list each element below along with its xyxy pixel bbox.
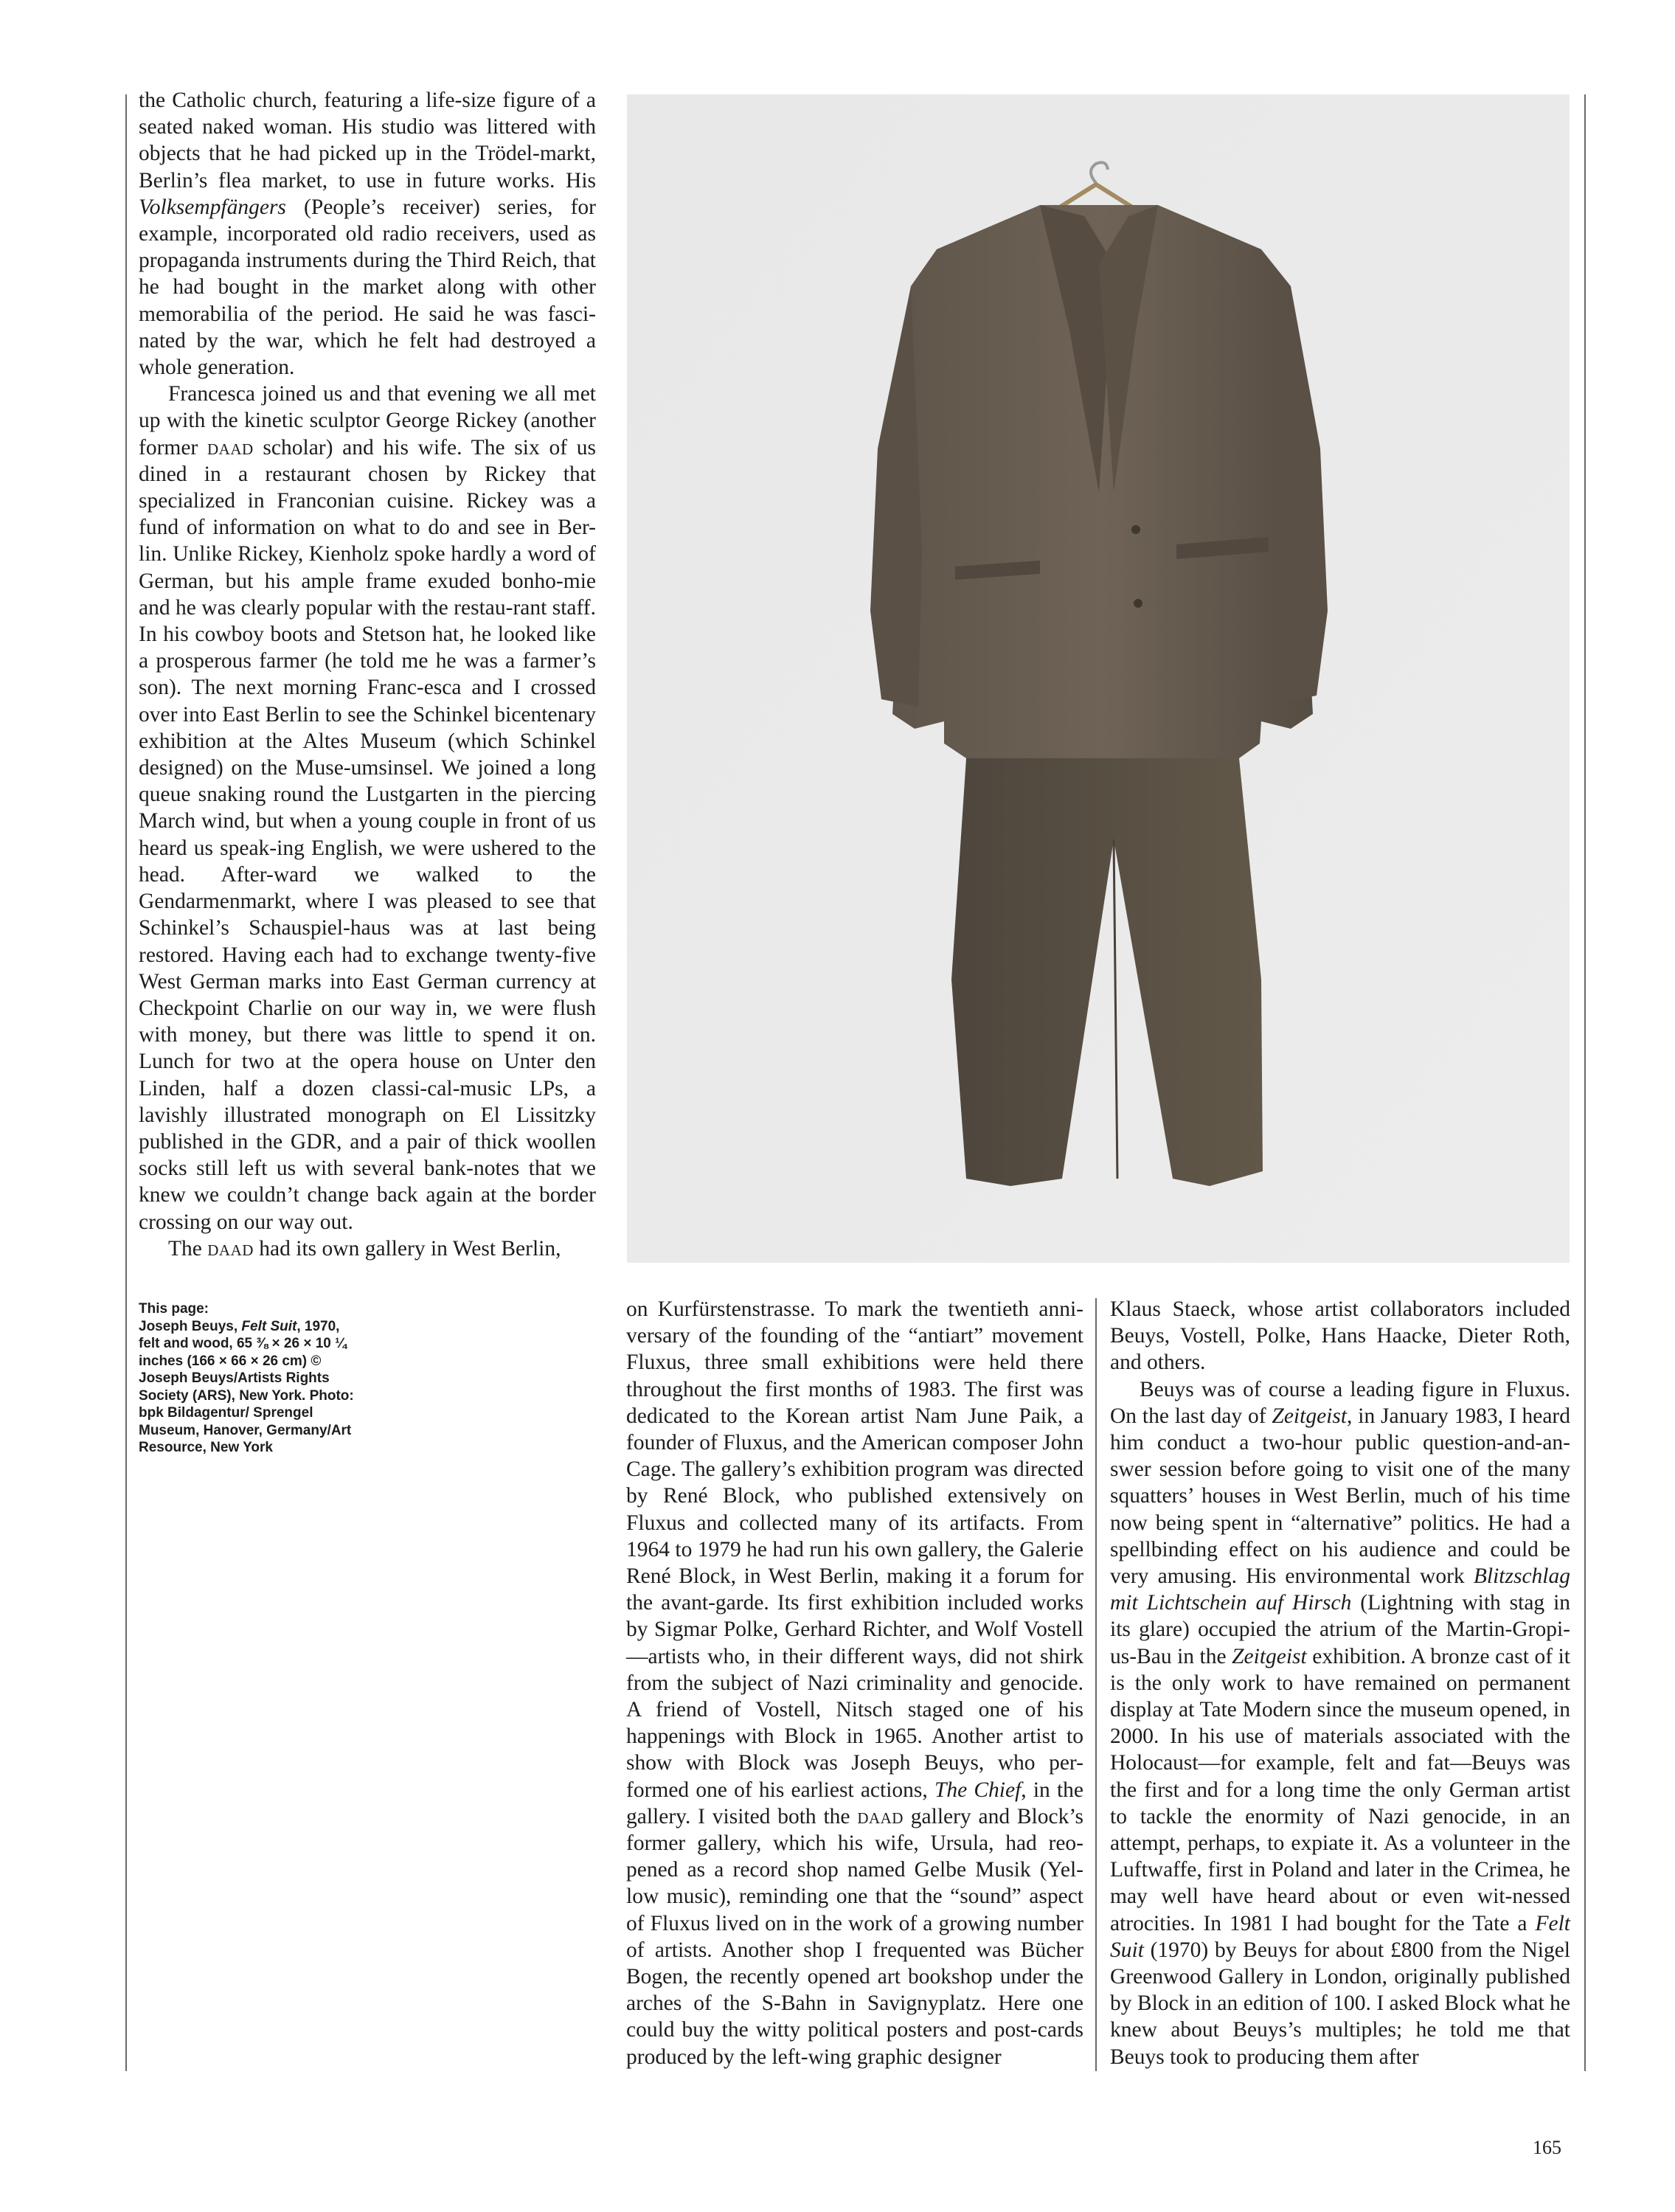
page-number: 165 — [1533, 2137, 1561, 2158]
paragraph: on Kurfürstenstrasse. To mark the twentieth anni-versary of the founding of the “antiart” movement Fluxus, three small exhibitions were held there throughout the first months of 1983. The first was dedicated to the Korean artist Nam June Paik, a founder of Fluxus, and the American composer John Cage. The gallery’s exhibition program was directed by René Block, who published extensively on Fluxus and collected many of its artifacts. From 1964 to 1979 he had run his own gallery, the Galerie René Block, in West Berlin, making it a forum for the avant-garde. Its first exhibition included works by Sigmar Polke, Gerhard Richter, and Wolf Vostell—artists who, in their different ways, did not shirk from the subject of Nazi criminality and genocide. A friend of Vostell, Nitsch staged one of his happenings with Block in 1965. Another artist to show with Block was Joseph Beuys, who per-formed one of his earliest actions, The Chief, in the gallery. I visited both the daad gallery and Block’s former gallery, which his wife, Ursula, had reo-pened as a record shop named Gelbe Musik (Yel-low music), reminding one that the “sound” aspect of Fluxus lived on in the work of a growing number of artists. Another shop I frequented was Bücher Bogen, the recently opened art bookshop under the arches of the S-Bahn in Savignyplatz. Here one could buy the witty political posters and post-cards produced by the left-wing graphic designer — [626, 1297, 1084, 2069]
paragraph: Beuys was of course a leading figure in Fluxus. On the last day of Zeitgeist, in January 1983, I heard him conduct a two-hour public question-and-an-swer session before going to visit one of the many squatters’ houses in West Berlin, much of his time now being spent in “alternative” politics. He had a spellbinding effect on his audience and could be very amusing. His environmental work Blitzschlag mit Lichtschein auf Hirsch (Lightning with stag in its glare) occupied the atrium of the Martin-Gropi-us-Bau in the Zeitgeist exhibition. A bronze cast of it is the only work to have remained on permanent display at Tate Modern since the museum opened, in 2000. In his use of materials associated with the Holocaust—for example, felt and fat—Beuys was the first and for a long time the only German artist to tackle the enormity of Nazi genocide, in an attempt, perhaps, to expiate it. As a volunteer in the Luftwaffe, first in Poland and later in the Crimea, he may well have heard about or even wit-nessed atrocities. In 1981 I had bought for the Tate a Felt Suit (1970) by Beuys for about £800 from the Nigel Greenwood Gallery in London, originally published by Block in an edition of 100. I asked Block what he knew about Beuys’s multiples; he told me that Beuys took to producing them after — [1110, 1377, 1571, 2069]
column-rule-middle — [1095, 1298, 1097, 2071]
body-column-3 — [1110, 1296, 1570, 2070]
body-column-1 — [139, 87, 596, 1262]
caption-body: Joseph Beuys, Felt Suit, 1970, felt and wood, 65 ⅜ × 26 × 10 ¼ inches (166 × 66 × 26 cm) © Joseph Beuys/Artists Rights Society (ARS), New York. Photo: bpk Bildagentur/ Sprengel Museum, Hanover, Germany/Art Resource, New York — [139, 1318, 354, 1455]
paragraph: the Catholic church, featuring a life-size figure of a seated naked woman. His studio was littered with objects that he had picked up in the Trödel-markt, Berlin’s flea market, to use in future works. His Volksempfängers (People’s receiver) series, for example, incorporated old radio receivers, used as propaganda instruments during the Third Reich, that he had bought in the market along with other memorabilia of the period. He said he was fasci-nated by the war, which he felt had destroyed a whole generation. — [139, 89, 596, 380]
felt-suit-photo — [627, 94, 1570, 1263]
column-rule-left — [125, 94, 127, 2071]
paragraph: Klaus Staeck, whose artist collaborators included Beuys, Vostell, Polke, Hans Haacke, Dieter Roth, and others. — [1110, 1297, 1570, 1375]
paragraph: Francesca joined us and that evening we all met up with the kinetic sculptor George Rickey (another former daad scholar) and his wife. The six of us dined in a restaurant chosen by Rickey that specialized in Franconian cuisine. Rickey was a fund of information on what to do and see in Ber-lin. Unlike Rickey, Kienholz spoke hardly a word of German, but his ample frame exuded bonho-mie and he was clearly popular with the restau-rant staff. In his cowboy boots and Stetson hat, he looked like a prosperous farmer (he told me he was a farmer’s son). The next morning Franc-esca and I crossed over into East Berlin to see the Schinkel bicentenary exhibition at the Altes Museum (which Schinkel designed) on the Muse-umsinsel. We joined a long queue snaking round the Lustgarten in the piercing March wind, but when a young couple in front of us heard us speak-ing English, we were ushered to the head. After-ward we walked to the Gendarmenmarkt, where I was pleased to see that Schinkel’s Schauspiel-haus was at last being restored. Having each had to exchange twenty-five West German marks into East German currency at Checkpoint Charlie on our way in, we were flush with money, but there was little to spend it on. Lunch for two at the opera house on Unter den Linden, half a dozen classi-cal-music LPs, a lavishly illustrated monograph on El Lissitzky published in the GDR, and a pair of thick woollen socks still left us with several bank-notes that we knew we couldn’t change back again at the border crossing on our way out. — [139, 382, 597, 1234]
photo-caption — [139, 1300, 360, 1457]
body-column-2 — [626, 1296, 1083, 2070]
felt-suit-illustration — [627, 94, 1570, 1263]
caption-heading: This page: — [139, 1301, 209, 1317]
column-rule-right — [1584, 94, 1586, 2071]
paragraph: The daad had its own gallery in West Berlin, — [168, 1236, 561, 1261]
